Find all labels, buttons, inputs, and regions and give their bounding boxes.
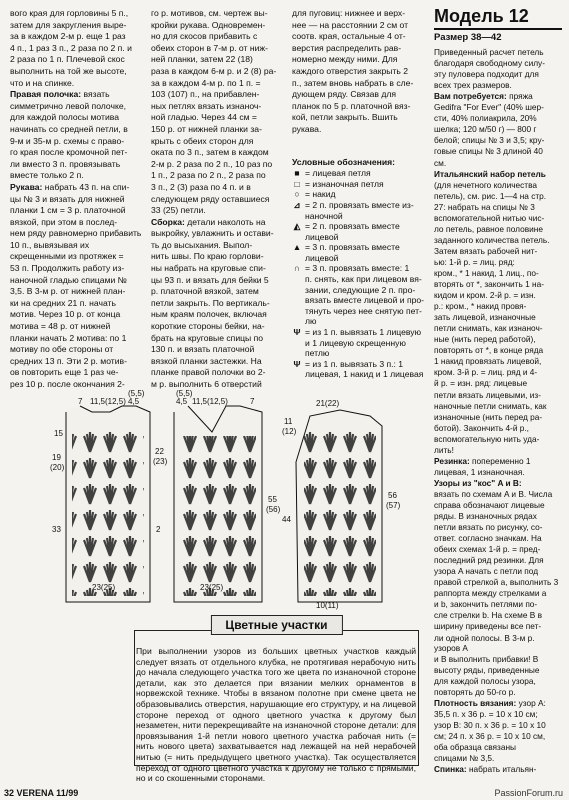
legend-text: = 3 п. провязать вместе: 1 — [305, 263, 410, 274]
pattern-schematics — [0, 389, 430, 610]
legend-item — [292, 359, 430, 370]
col4-line: шелка; 120 м/50 г) — 800 г — [434, 124, 537, 135]
col4-line: правой стрелкой а, выполнить 3 — [434, 577, 559, 588]
col1-line: для каждой полосы мотива — [10, 112, 120, 123]
sleeves-heading: Рукава: — [10, 181, 43, 192]
col4-line: 1 накид провязать лицевой, — [434, 356, 542, 367]
dim-label: 10(11) — [316, 601, 339, 610]
dim-label: (12) — [282, 427, 297, 436]
col2-line: детали наколоть на — [187, 216, 266, 227]
col4-line: и B выполнить прибавки! В — [434, 653, 539, 664]
dim-label: 21(22) — [316, 399, 340, 408]
col2-line: цы 93 п. и вязать для бейки 5 — [151, 274, 269, 285]
dim-label: 33 — [52, 525, 61, 534]
col4-line: см; 24 п. х 36 р. = 10 х 10 см, — [434, 730, 546, 741]
back-heading: Спинка: — [434, 764, 467, 775]
col2-line: раза в каждом 6-м р. и 2 (8) ра- — [151, 65, 277, 76]
dim-label: 11,5(12,5) — [192, 397, 228, 406]
col1-line: го края после кромочной пет- — [10, 147, 128, 158]
legend-text: наночной — [305, 210, 343, 221]
col1-line: наночной гладью спицами № — [10, 274, 127, 285]
back-schematic — [50, 389, 168, 602]
col1-line: средних 13 п. Эти 2 р. мотив- — [10, 355, 127, 366]
col1-line: набрать 43 п. на спи- — [44, 181, 130, 192]
col4-line: повторять до 50-го р. — [434, 686, 516, 697]
col2-line: петли закрыть. По вертикаль- — [151, 297, 270, 308]
watermark: PassionForum.ru — [494, 788, 563, 798]
col4-line: изнаночные (нить перед ра- — [434, 411, 543, 422]
col1-line: 53 п. Продолжить работу из- — [10, 263, 125, 274]
col2-line: 130 п. и вязать платочной — [151, 344, 255, 355]
col2-line: 2-м р. 2 раза по 2 п., 10 раз по — [151, 158, 273, 169]
col3-line: номерно между ними. Для — [292, 54, 398, 65]
legend-item — [292, 316, 430, 327]
legend-text: зании, следующие 2 п. про- — [305, 284, 416, 295]
col4-line: и b, закончить петлями по- — [434, 599, 538, 610]
dim-label: (5,5) — [176, 389, 193, 398]
legend-symbol — [292, 348, 302, 359]
legend-symbol — [292, 316, 302, 327]
legend-item — [292, 221, 430, 242]
col2-line: 103 (107) п., на прибавлен- — [151, 89, 260, 100]
legend-text: = изнаночная петля — [305, 178, 384, 189]
col2-line: за в каждом 4-м р. по 1 п. = — [151, 77, 261, 88]
col2-line: выкройку, увлажнить и остави- — [151, 228, 274, 239]
col2-line: следующем ряду оставшиеся — [151, 193, 270, 204]
col4-line: для каждой полосы узора, — [434, 675, 536, 686]
legend-item — [292, 263, 430, 274]
col1-line: вязкой, при этом в послед- — [10, 216, 118, 227]
col1-line: начинать со средней петли, в — [10, 123, 128, 134]
dim-label: 55 — [268, 495, 277, 504]
col1-line: ки на средних 21 п. начать — [10, 297, 116, 308]
col4-line: петель), см. рис. 1—4 на стр. — [434, 190, 547, 201]
col4-line: последний ряд резинки. Для — [434, 555, 544, 566]
dim-label: 15 — [54, 429, 63, 438]
col4-line: петли вязать лицевыми, из- — [434, 389, 541, 400]
col4-line: ло петель, равное половине — [434, 223, 543, 234]
dim-label: 7 — [250, 397, 255, 406]
legend-text: вязать вместе лицевой и про- — [305, 295, 425, 306]
col1-line: что и на спинке. — [10, 77, 75, 88]
col4-line: ответ. согласно значкам. На — [434, 533, 542, 544]
col4-line: узор А: — [518, 697, 546, 708]
dim-label: 23(25) — [92, 583, 116, 592]
col2-line: нить швы. По краю горлови- — [151, 251, 264, 262]
col1-line: 9-м и 35-м р. схемы с право- — [10, 135, 125, 146]
dim-label: (57) — [386, 501, 401, 510]
cast-on-heading: Итальянский набор петель — [434, 168, 546, 179]
dim-label: (56) — [266, 505, 281, 514]
col4-line: набрать итальян- — [468, 764, 537, 775]
col4-line: ширину приведены все пет- — [434, 621, 542, 632]
legend-item — [292, 242, 430, 263]
col4-line: эту пуловера подходит для — [434, 69, 539, 80]
col1-line: вого края для горловины 5 п., — [10, 8, 129, 18]
col4-line: лить! — [434, 444, 454, 455]
dim-label: 23(25) — [200, 583, 224, 592]
dim-label: 4,5 — [176, 397, 188, 406]
dim-label: (20) — [50, 463, 65, 472]
col1-line: симметрично левой полочке, — [10, 100, 126, 111]
legend-item — [292, 200, 430, 211]
col4-line: попеременно 1 — [472, 455, 531, 466]
col2-line: 1 п., 2 раза по 2 п., 2 раза по — [151, 170, 266, 181]
dim-label: 19 — [52, 453, 61, 462]
col4-line: вторять от *, закончить 1 на- — [434, 279, 544, 290]
col4-line: раппорта между стрелками а — [434, 588, 547, 599]
col4-line: петли снимать, как изнаноч- — [434, 323, 543, 334]
color-areas-text: При выполнении узоров из больших цветных участков каждый следует вязать от отдельного клубка, не протягивая нерабочую нить до начала следующего участка того же цвета по изнаночной стороне детали, как это делается при вязании мелких орнаментов в норвежской технике. Чтобы в вязаном полотне при смене цвета не образовывались отверстия, нарушающие его структуру, и на лицевой стороне переход от одного цветного участка к другому был незаметен, нити перекрещивайте на изнаночной стороне детали: для провязывания 1-й петли нового цветного участка рабочая нить (= нить нового цвета) захватывается над лежащей на ней нерабочей нитью (= нить предыдущего цветного участка). Так осуществляется переход от одного цветного участка к другому не только с прямыми, но и со скошенными сторонами. — [136, 646, 416, 784]
page-footer: 32 VERENA 11/99 — [4, 788, 79, 798]
dim-label: 11,5(12,5) — [90, 397, 126, 406]
col4-line: Gedifra "For Ever" (40% шер- — [434, 102, 544, 113]
col4-line: оба образца связаны — [434, 742, 516, 752]
dim-label: 4,5 — [128, 397, 140, 406]
col2-line: ным краям полочек, включая — [151, 309, 267, 320]
col3-line: кой, петли закрыть. Вшить — [292, 112, 398, 123]
legend-text: и 1 лицевую скрещенную — [305, 337, 406, 348]
legend-text: = 2 п. провязать вместе лицевой — [305, 221, 400, 242]
col4-line: й р. = изн. ряд: лицевые — [434, 378, 528, 389]
legend-text: = из 1 п. вывязать 1 лицевую — [305, 327, 422, 338]
col1-line: 4 п., 1 раз 3 п., 2 раза по 2 п. и — [10, 42, 132, 53]
legend-item — [292, 369, 430, 380]
col3-line: планок по 5 р. платочной вяз- — [292, 100, 411, 111]
col2-line: 33 (25) петли. — [151, 205, 206, 216]
col4-line: 27: набрать на спицы № 3 — [434, 201, 535, 212]
legend-symbol — [292, 338, 302, 349]
col4-line: лицевая, 1 изнаночная. — [434, 466, 525, 477]
col1-line: вязать — [83, 89, 110, 100]
col1-line: затем для закругления выре- — [10, 19, 127, 30]
slip-knit-pass-icon: ∩ — [293, 263, 301, 274]
right-front-heading: Правая полочка: — [10, 89, 82, 100]
rib-heading: Резинка: — [434, 455, 470, 466]
col1-line: вместе только 2 п. — [10, 170, 84, 181]
legend-item — [292, 338, 430, 349]
col4-line: сле стрелки b. На схеме B в — [434, 610, 543, 621]
col1-line: мотив. Через 10 р. от конца — [10, 309, 121, 320]
col1-line: нем ряду равномерно прибавить — [10, 228, 142, 239]
legend-text: = 2 п. провязать вместе из- — [305, 199, 414, 210]
dim-label: 2 — [156, 525, 161, 534]
col4-line: ью: 1-й р. = лиц. ряд: — [434, 256, 515, 267]
col1-line: выполнить на той же высоте, — [10, 65, 127, 76]
col1-line: рез 10 р. после окончания 2- — [10, 379, 125, 389]
col4-line: говые спицы № 3 длиной 40 — [434, 146, 543, 157]
col4-line: кидом и кром. 2-й р. = изн. — [434, 290, 536, 301]
model-title: Модель 12 — [434, 6, 562, 30]
col4-line: обеих схемах 1-й р. = пред- — [434, 544, 541, 555]
col2-line: крыть с обеих сторон для — [151, 135, 254, 146]
color-areas-title: Цветные участки — [210, 615, 342, 635]
legend-symbol — [292, 306, 302, 317]
col4-line: высоту ряды, приведенные — [434, 664, 540, 675]
col2-line: планке правой полочки во 2- — [151, 367, 266, 378]
increase-three-icon: Ψ — [293, 358, 301, 369]
col2-line: кройки рукава. Одновремен- — [151, 19, 266, 30]
col4-line: вспомогательной нитью чис- — [434, 212, 545, 223]
col2-line: ных петлях вязать изнаноч- — [151, 100, 262, 111]
col1-line: цы № 3 и вязать для нижней — [10, 193, 125, 204]
col1-line: скрещенными из протяжек = — [10, 251, 124, 262]
col2-line: м р. выполнить 6 отверстий — [151, 379, 262, 389]
col4-line: петли вязать по рисунку, со- — [434, 522, 543, 533]
legend-text: лю — [305, 316, 317, 327]
col4-line: (для нечетного количества — [434, 179, 538, 190]
col2-line: брать на круговые спицы по — [151, 332, 264, 343]
col1-line: планки 1 см = 3 р. платочной — [10, 205, 126, 216]
purl-two-together-icon: ⊿ — [293, 199, 301, 210]
col4-line: 35,5 п. х 36 р. = 10 х 10 см; — [434, 708, 538, 719]
col1-line: 2 раза по 1 п. Плечевой скос — [10, 54, 125, 65]
col4-line: благодаря свободному силу- — [434, 58, 545, 69]
column-2 — [151, 8, 286, 391]
dim-label: 44 — [282, 515, 291, 524]
legend-symbol — [292, 211, 302, 222]
assembly-heading: Сборка: — [151, 216, 185, 227]
col4-line: вспомогательную нить уда- — [434, 433, 540, 444]
col4-line: кром., * 1 накид, 1 лиц., по- — [434, 267, 539, 278]
col1-line: мотиву по обе стороны от — [10, 344, 114, 355]
knit-two-together-icon: ◭ — [293, 221, 301, 232]
col4-line: спицами № 3,5. — [434, 753, 495, 764]
legend-item — [292, 179, 430, 190]
col4-line: узор В: 30 п. х 36 р. = 10 х 10 — [434, 719, 546, 730]
col4-line: Затем вязать рабочей нит- — [434, 245, 538, 256]
legend-item — [292, 274, 430, 285]
legend-text: п. снять, как при лицевом вя- — [305, 274, 422, 285]
col3-line: рукава. — [292, 123, 322, 134]
col2-line: ны набрать на круговые спи- — [151, 263, 266, 274]
col4-line: ряды. В изнаночных рядах — [434, 511, 537, 522]
col2-line: р. платочной вязкой, затем — [151, 286, 259, 297]
col4-line: зать лицевой, изнаночные — [434, 312, 536, 323]
col4-line: кром. 3-й р. = лиц. ряд и 4- — [434, 367, 538, 378]
dim-label: 7 — [78, 397, 83, 406]
legend-text: тянуть через нее снятую пет- — [305, 305, 422, 316]
density-heading: Плотность вязания: — [434, 697, 517, 708]
column-3 — [292, 8, 430, 380]
dim-label: 11 — [284, 417, 293, 426]
col1-line: ов повторить еще 1 раз че- — [10, 367, 119, 378]
dim-label: (23) — [153, 457, 168, 466]
legend-item — [292, 189, 430, 200]
legend-symbol — [292, 295, 302, 306]
column-1 — [10, 8, 145, 391]
col1-line: мотива = 48 р. от нижней — [10, 321, 111, 332]
col1-line: 3,5. В 3-м р. от нижней план- — [10, 286, 126, 297]
col2-line: ть до высыхания. Выпол- — [151, 239, 253, 250]
col2-line: 150 р. от нижней планки за- — [151, 123, 262, 134]
legend-item — [292, 168, 430, 179]
increase-two-icon: Ψ — [293, 327, 301, 338]
dim-label: 56 — [388, 491, 397, 500]
dim-label: 22 — [155, 447, 164, 456]
col3-line: соотв. края, остальные 4 от- — [292, 31, 406, 42]
col3-line: каждого отверстия закрыть 2 — [292, 65, 409, 76]
yarn-over-icon: ○ — [294, 189, 300, 200]
col4-line: белой; спицы № 3 и 3,5; кру- — [434, 135, 545, 146]
legend-item — [292, 295, 430, 306]
legend-text: = из 1 п. вывязать 3 п.: 1 — [305, 358, 404, 369]
col3-line: дующем ряду. Связав для — [292, 89, 397, 100]
col3-line: верстия распределить рав- — [292, 42, 402, 53]
col2-line: короткие стороны бейки, на- — [151, 321, 265, 332]
legend-item — [292, 327, 430, 338]
col2-line: 3 п., 2 (3) раза по 4 п. и в — [151, 181, 251, 192]
knit-stitch-icon: ■ — [294, 168, 300, 179]
legend-heading: Условные обозначения: — [292, 156, 395, 167]
legend-item — [292, 348, 430, 359]
col4-line: наночные петли снимать, как — [434, 400, 547, 411]
col2-line: го р. мотивов, см. чертеж вы- — [151, 8, 268, 18]
col4-line: ные (нить перед работой), — [434, 334, 536, 345]
dim-label: (5,5) — [128, 389, 145, 398]
legend-symbol — [292, 274, 302, 285]
col4-line: справа обозначают лицевые — [434, 499, 545, 510]
legend-symbol — [292, 369, 302, 380]
legend-text: = лицевая петля — [305, 168, 371, 179]
materials-heading: Вам потребуется: — [434, 91, 507, 102]
legend-item — [292, 306, 430, 317]
column-4 — [434, 6, 562, 775]
col2-line: обеих сторон в 7-м р. от ниж- — [151, 42, 268, 53]
col4-line: пряжа — [509, 91, 533, 102]
col2-line: оката по 3 п., затем в каждом — [151, 147, 269, 158]
col2-line: но для скосов прибавить с — [151, 31, 258, 42]
legend-symbol — [292, 285, 302, 296]
col2-line: вязкой планки застежки. На — [151, 355, 262, 366]
col1-line: за в каждом 2-м р. еще 1 раз — [10, 31, 126, 42]
front-schematic — [174, 389, 281, 602]
color-areas-box — [134, 616, 419, 784]
col3-line: п., затем вновь набрать в сле- — [292, 77, 414, 88]
col1-line: ли вместо 3 п. провязывать — [10, 158, 121, 169]
legend-text: = 3 п. провязать вместе лицевой — [305, 242, 400, 263]
col4-line: ли одной полосы. В 3-м р. узоров A — [434, 632, 535, 653]
legend-item — [292, 211, 430, 222]
col4-line: повторять от *, в конце ряда — [434, 345, 544, 356]
col3-line: для пуговиц: нижнее и верх- — [292, 8, 406, 18]
col2-line: ней планки, затем 22 (18) — [151, 54, 253, 65]
col4-line: всех трех размеров. — [434, 80, 512, 91]
col4-line: заданного количества петель. — [434, 234, 550, 245]
purl-stitch-icon: □ — [294, 178, 300, 189]
knit-three-together-icon: ▲ — [292, 242, 302, 253]
pattern-heading: Узоры из "кос" A и B: — [434, 477, 522, 488]
col3-line: нее — на расстоянии 2 см от — [292, 19, 409, 30]
legend-text: петлю — [305, 348, 330, 359]
col4-line: Приведенный расчет петель — [434, 47, 544, 58]
legend-text: лицевая, 1 накид и 1 лицевая — [305, 369, 424, 380]
col4-line: ботой). Закончить 4-й р., — [434, 422, 529, 433]
col4-line: сти, 40% полиакрила, 20% — [434, 113, 537, 124]
sleeve-schematic — [282, 399, 401, 610]
legend-item — [292, 285, 430, 296]
col4-line: р.: кром., * накид провя- — [434, 301, 527, 312]
col4-line: узора A начать с петли под — [434, 566, 539, 577]
col1-line: планки начать 2 мотива: по 1 — [10, 332, 127, 343]
col1-line: 10 п., вывязывая их — [10, 239, 90, 250]
col4-line: см. — [434, 157, 447, 168]
size-range: Размер 38—42 — [434, 32, 502, 43]
col2-line: ной гладью. Через 44 см = — [151, 112, 257, 123]
legend-text: = накид — [305, 189, 336, 200]
col4-line: вязать по схемам A и B. Числа — [434, 488, 553, 499]
